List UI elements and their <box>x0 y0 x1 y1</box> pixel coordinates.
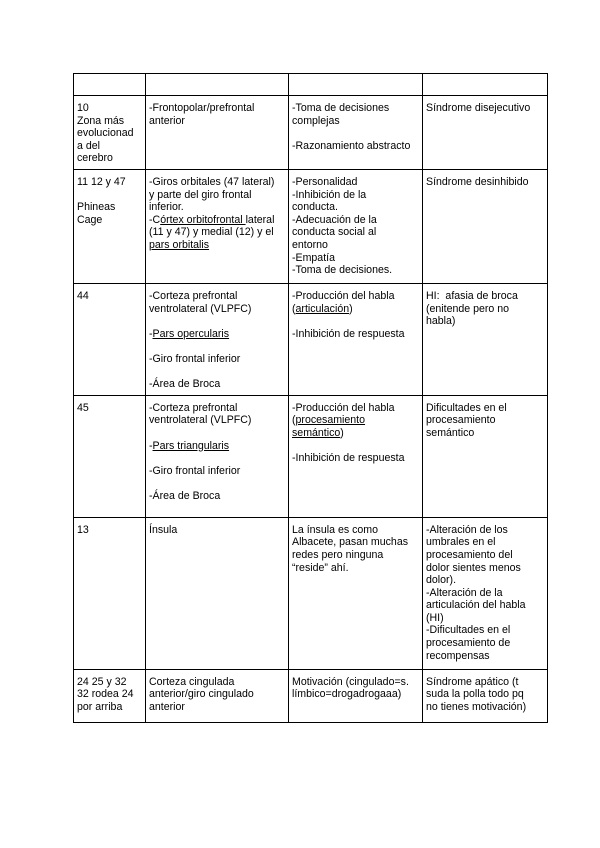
cell-line <box>292 427 419 440</box>
cell-line <box>149 214 285 227</box>
cell-line: -Alteración de los <box>426 523 508 536</box>
cell-line: 32 rodea 24 <box>77 688 134 701</box>
cell-line: ventrolateral (VLPFC) <box>149 302 252 315</box>
area-cell <box>74 395 146 517</box>
cell-line: Phineas <box>77 201 116 214</box>
text-fragment: lateral <box>245 213 275 226</box>
function-cell <box>289 169 423 283</box>
underlined-term: Pars triangularis <box>152 439 230 452</box>
function-cell <box>289 283 423 395</box>
cell-line: dolor). <box>426 574 457 587</box>
region-cell <box>146 395 289 517</box>
cell-line: a del <box>77 139 100 152</box>
cell-line: -Personalidad <box>292 175 358 188</box>
cell-line: -Producción del habla <box>292 401 395 414</box>
cell-gap <box>149 427 285 440</box>
cell-line: anterior <box>149 700 185 713</box>
cell-line: -Producción del habla <box>292 289 395 302</box>
cell-line: procesamiento del <box>426 548 513 561</box>
cell-line: 11 12 y 47 <box>77 175 126 188</box>
cell-line: inferior. <box>149 201 184 214</box>
cell-line: -Inhibición de respuesta <box>292 327 405 340</box>
cell-line: -Empatía <box>292 251 335 264</box>
cell-line: -Giros orbitales (47 lateral) <box>149 175 275 188</box>
table-row <box>74 96 548 170</box>
region-cell <box>146 96 289 170</box>
cell-line: umbrales en el <box>426 536 496 549</box>
cell-line: -Razonamiento abstracto <box>292 139 411 152</box>
text-fragment: - <box>149 439 153 452</box>
area-cell <box>74 669 146 722</box>
cell-line: -Toma de decisiones. <box>292 264 393 277</box>
cell-line: no tienes motivación) <box>426 700 527 713</box>
cell-line: -Alteración de la <box>426 586 503 599</box>
cell-line: -Inhibición de respuesta <box>292 452 405 465</box>
area-cell <box>74 517 146 669</box>
underlined-term: pars orbitalis <box>149 238 210 251</box>
cell-line: 10 <box>77 102 89 114</box>
cell-line: dolor sientes menos <box>426 561 521 574</box>
underlined-term: órtex orbitofrontal <box>160 213 246 226</box>
cell-line: anterior <box>149 114 185 127</box>
cell-line: HI: afasia de broca <box>426 289 518 302</box>
table-row <box>74 669 548 722</box>
underlined-term: articulación <box>295 302 350 315</box>
cell-line: -Área de Broca <box>149 489 221 502</box>
cell-line: 44 <box>77 289 89 302</box>
header-cell <box>423 74 548 96</box>
cell-line: (HI) <box>426 611 444 624</box>
cell-line: (enitende pero no <box>426 302 510 315</box>
syndrome-cell <box>423 395 548 517</box>
cell-line: Cage <box>77 213 103 226</box>
cell-gap <box>149 340 285 353</box>
text-fragment: ) <box>340 426 344 439</box>
cell-line <box>292 414 419 427</box>
table-row <box>74 283 548 395</box>
cell-line: recompensas <box>426 649 490 662</box>
cell-gap <box>292 315 419 328</box>
cell-line: Dificultades en el <box>426 401 507 414</box>
cell-line: y parte del giro frontal <box>149 188 252 201</box>
header-cell <box>74 74 146 96</box>
area-cell <box>74 283 146 395</box>
cell-line: -Inhibición de la <box>292 188 367 201</box>
text-fragment: -C <box>149 213 161 226</box>
cell-line: por arriba <box>77 700 123 713</box>
cell-line: -Dificultades en el <box>426 624 511 637</box>
text-fragment: ( <box>292 414 296 427</box>
cell-line: evolucionad <box>77 127 134 140</box>
cell-line: Síndrome apático (t <box>426 675 519 688</box>
cell-line: -Corteza prefrontal <box>149 289 238 302</box>
cell-line: “reside” ahí. <box>292 561 349 574</box>
table-header-row <box>74 74 548 96</box>
cell-line: complejas <box>292 114 340 127</box>
function-cell <box>289 669 423 722</box>
cell-line: Zona más <box>77 114 125 127</box>
cell-line <box>149 440 285 453</box>
cell-line: semántico <box>426 426 475 439</box>
cell-line: Motivación (cingulado=s. <box>292 675 409 688</box>
cell-line: habla) <box>426 315 456 328</box>
area-cell <box>74 96 146 170</box>
area-cell <box>74 169 146 283</box>
header-cell <box>289 74 423 96</box>
cell-line: -Corteza prefrontal <box>149 401 238 414</box>
function-cell <box>289 517 423 669</box>
cell-line: conducta. <box>292 201 338 214</box>
header-cell <box>146 74 289 96</box>
cell-line: entorno <box>292 238 328 251</box>
cell-line: -Toma de decisiones <box>292 102 390 114</box>
underlined-term: Pars opercularis <box>152 327 230 340</box>
region-cell <box>146 283 289 395</box>
cell-line <box>149 239 285 252</box>
cell-gap <box>77 189 142 202</box>
cell-line: límbico=drogadrogaaa) <box>292 688 402 701</box>
cell-line: Corteza cingulada <box>149 675 235 688</box>
underlined-term: procesamiento <box>295 414 366 427</box>
cell-line: Síndrome disejecutivo <box>426 102 531 114</box>
cell-line: procesamiento <box>426 414 496 427</box>
syndrome-cell <box>423 669 548 722</box>
cell-line: La ínsula es como <box>292 523 378 536</box>
table-row <box>74 517 548 669</box>
region-cell <box>146 517 289 669</box>
cell-gap <box>292 127 419 140</box>
cell-gap <box>292 440 419 453</box>
table-row <box>74 395 548 517</box>
cell-line: -Adecuación de la <box>292 213 377 226</box>
cell-line: Albacete, pasan muchas <box>292 536 409 549</box>
cell-gap <box>149 366 285 379</box>
cell-line: ventrolateral (VLPFC) <box>149 414 252 427</box>
cell-line: 13 <box>77 523 89 536</box>
cell-line: 45 <box>77 401 89 414</box>
region-cell <box>146 669 289 722</box>
cell-line: -Área de Broca <box>149 378 221 391</box>
cell-line <box>149 328 285 341</box>
cell-gap <box>149 477 285 490</box>
syndrome-cell <box>423 96 548 170</box>
cell-line <box>292 303 419 316</box>
cell-line: -Giro frontal inferior <box>149 464 241 477</box>
text-fragment: - <box>149 327 153 340</box>
cell-gap <box>149 452 285 465</box>
cell-line: procesamiento de <box>426 637 511 650</box>
cell-line: articulación del habla <box>426 599 526 612</box>
text-fragment: ( <box>292 302 296 315</box>
syndrome-cell <box>423 517 548 669</box>
cell-line: conducta social al <box>292 226 377 239</box>
cell-line: (11 y 47) y medial (12) y el <box>149 226 274 239</box>
table-row <box>74 169 548 283</box>
function-cell <box>289 395 423 517</box>
cell-line: anterior/giro cingulado <box>149 688 254 701</box>
region-cell <box>146 169 289 283</box>
cell-line: Ínsula <box>149 523 178 536</box>
underlined-term: semántico <box>292 426 341 439</box>
cell-line: redes pero ninguna <box>292 548 384 561</box>
text-fragment: ) <box>349 302 353 315</box>
cell-line: Síndrome desinhibido <box>426 175 529 188</box>
syndrome-cell <box>423 283 548 395</box>
function-cell <box>289 96 423 170</box>
cell-line: -Giro frontal inferior <box>149 352 241 365</box>
syndrome-cell <box>423 169 548 283</box>
brain-areas-table <box>73 73 548 723</box>
cell-line: -Frontopolar/prefrontal <box>149 102 255 114</box>
cell-gap <box>149 315 285 328</box>
cell-line: 24 25 y 32 <box>77 675 127 688</box>
cell-line: suda la polla todo pq <box>426 688 524 701</box>
cell-line: cerebro <box>77 152 113 165</box>
